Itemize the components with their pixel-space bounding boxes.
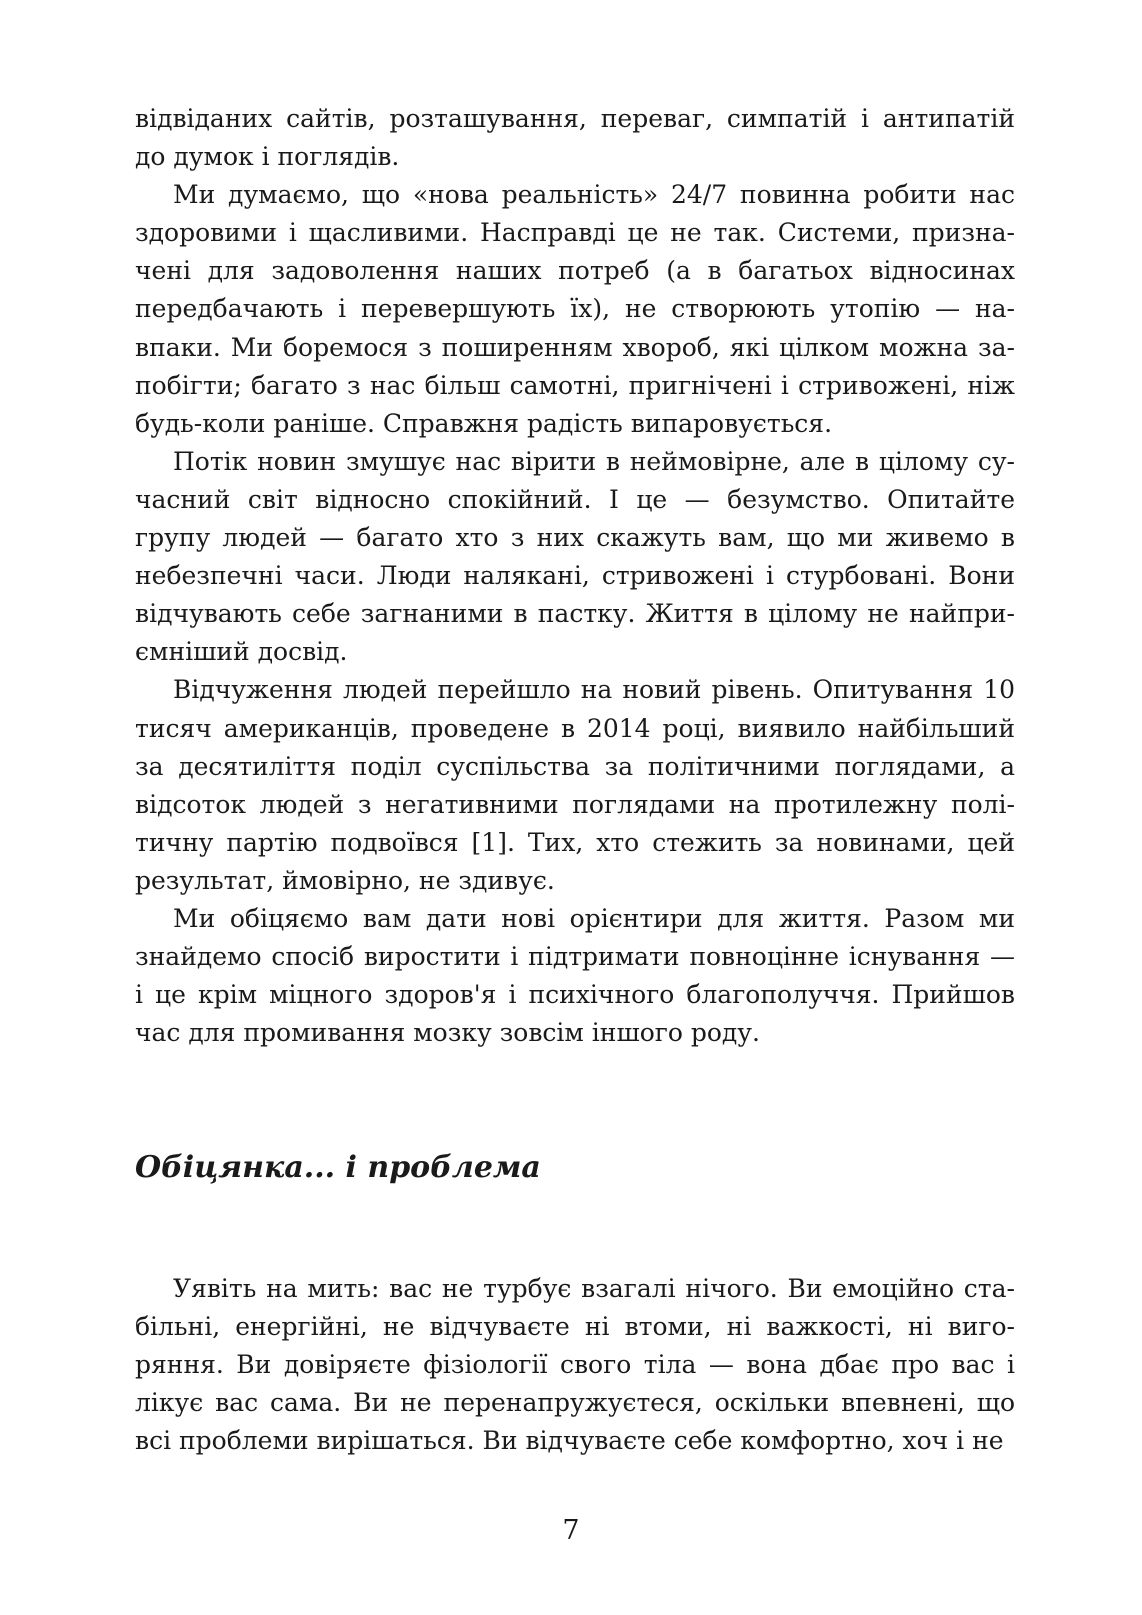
- paragraph-1: відвіданих сайтів, розташування, переваг, симпатій і антипатій до думок і поглядів.: [135, 104, 1015, 172]
- page-number: 7: [562, 1515, 580, 1546]
- paragraph-2: Ми думаємо, що «нова реальність» 24/7 повинна робити нас здоровими і щасливими. Насправді це не так. Системи, призначені для задоволення наших потреб (а в багатьох відносинах передбачають і перевершують їх), не створюють утопію — навпаки. Ми боремося з поширенням хвороб, які цілком можна запобігти; багато з нас більш самотні, пригнічені і стривожені, ніж будь-коли раніше. Справжня радість випаровується.: [135, 180, 1015, 438]
- body-text: [135, 100, 1015, 1052]
- paragraph-5: Ми обіцяємо вам дати нові орієнтири для життя. Разом ми знайдемо спосіб виростити і підтримати повноцінне існування — і це крім міцного здоров'я і психічного благополуччя. Прийшов час для промивання мозку зовсім іншого роду.: [135, 903, 1015, 1048]
- section-heading: Обіцянка... і проблема: [135, 1150, 541, 1185]
- paragraph-4: Відчуження людей перейшло на новий рівень. Опитування 10 тисяч американців, проведене в 2014 році, виявило найбільший за десятиліття поділ суспільства за політичними поглядами, а відсоток людей з негативними поглядами на протилежну політичну партію подвоївся [1]. Тих, хто стежить за новинами, цей результат, ймовірно, не здивує.: [135, 675, 1015, 895]
- section-body: [135, 1270, 1015, 1460]
- paragraph-3: Потік новин змушує нас вірити в неймовірне, але в цілому сучасний світ відносно спокійний. І це — безумство. Опитайте групу людей — багато хто з них скажуть вам, що ми живемо в небезпечні часи. Люди налякані, стривожені і стурбовані. Вони відчувають себе загнаними в пастку. Життя в цілому не найприємніший досвід.: [135, 446, 1015, 667]
- section-paragraph-1: Уявіть на мить: вас не турбує взагалі нічого. Ви емоційно стабільні, енергійні, не відчуваєте ні втоми, ні важкості, ні вигоряння. Ви довіряєте фізіології свого тіла — вона дбає про вас і лікує вас сама. Ви не перенапружуєтеся, оскільки впевнені, що всі проблеми вирішаться. Ви відчуваєте себе комфортно, хоч і не: [135, 1274, 1015, 1456]
